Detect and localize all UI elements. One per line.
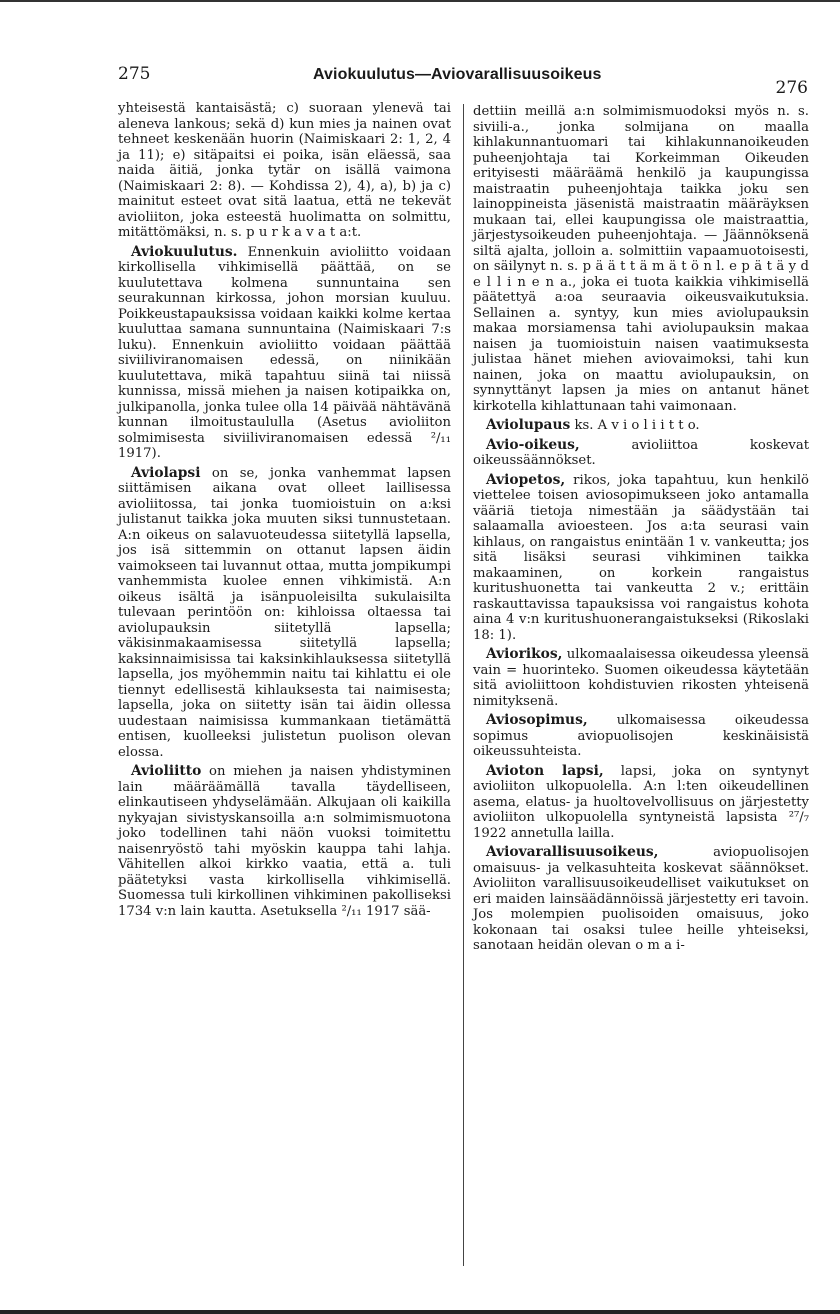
headword: Avioliitto	[131, 763, 202, 779]
entry-aviolupaus	[473, 418, 809, 434]
paragraph-continued: dettiin meillä a:n solmimismuodoksi myös n. s. siviili-a., jonka solmijana on maalla kihlakunnantuomari tai kihlakunnanoikeuden puheenjohtaja tai Korkeimman Oikeuden erityisesti määräämä henkilö ja kaupungissa maistraatin puheenjohtaja taikka joku sen lainoppineista jäsenistä maistraatin määräyksen mukaan tai, ellei kaupungissa ole maistraattia, järjestysoikeuden puheenjohtaja. — Jäännöksenä siltä ajalta, jolloin a. solmittiin vapaamuotoisesti, on säilynyt n. s. p ä ä t t ä m ä t ö n l. e p ä t ä y d e l l i n e n a., joka ei tuota kaikkia vihkimisellä päätettyä a:oa seuraavia oikeusvaikutuksia. Sellainen a. syntyy, kun mies aviolupauksin makaa morsiamensa tahi aviolupauksin makaa naisen ja tuomioistuin naisen vaatimuksesta julistaa hänet miehen aviovaimoksi, tahi kun nainen, joka on maattu aviolupauksin, on synnyttänyt lapsen ja mies on antanut hänet kirkotella kihlattunaan tahi vaimonaan.	[473, 104, 809, 414]
page-header	[118, 58, 808, 98]
entry-text: Ennenkuin avioliitto voidaan kirkollisella vihkimisellä päättää, on se kuulutettava kolmena sunnuntaina sen seurakunnan kirkossa, johon morsian kuuluu. Poikkeustapauksissa voidaan kaikki kolme kertaa kuuluttaa samana sunnuntaina (Naimiskaari 7:s luku). Ennenkuin avioliitto voidaan päättää siviiliviranomaisen edessä, on niinikään kuulutettava, mikä tapahtuu siinä tai niissä kunnissa, missä miehen ja naisen kotipaikka on, julkipanolla, jonka tulee olla 14 päivää nähtävänä kunnan ilmoitustaululla (Asetus avioliiton solmimisesta siviiliviranomaisen edessä ²/₁₁ 1917).	[118, 244, 451, 461]
scan-top-edge	[0, 0, 840, 2]
entry-aviorikos	[473, 647, 809, 709]
entry-text: ulkomaisessa oikeudessa sopimus aviopuolisojen keskinäisistä oikeussuhteista.	[473, 713, 809, 759]
page-number-left: 275	[118, 64, 151, 84]
entry-aviokuulutus	[118, 245, 451, 462]
headword: Aviorikos,	[486, 646, 563, 662]
entry-text: avioliittoa koskevat oikeussäännökset.	[473, 437, 809, 468]
scan-bottom-edge	[0, 1310, 840, 1314]
entry-avioliitto	[118, 764, 451, 919]
entry-avio-oikeus	[473, 438, 809, 469]
entry-text: aviopuolisojen omaisuus- ja velkasuhteita koskevat säännökset. Avioliiton varallisuusoikeudelliset vaikutukset on eri maiden lainsäädännöissä järjestetty eri tavoin. Jos molempien puolisoiden omaisuus, joko kokonaan tai osaksi tulee heille yhteiseksi, sanotaan heidän olevan o m a i-	[473, 845, 809, 953]
entry-aviolapsi	[118, 466, 451, 761]
headword: Avio-oikeus,	[486, 436, 580, 453]
entry-text: ks. A v i o l i i t t o.	[570, 418, 700, 433]
entry-text: lapsi, joka on syntynyt avioliiton ulkopuolella. A:n l:ten oikeudellinen asema, elatus- ja huoltovelvollisuus on järjestetty avioliiton ulkopuolella syntyneistä lapsista ²⁷/₇ 1922 annetulla laillа.	[473, 763, 809, 841]
headword: Aviopetos,	[486, 471, 566, 488]
headword: Aviovarallisuusoikeus,	[486, 844, 659, 860]
headword: Avioton lapsi,	[486, 762, 604, 779]
entry-avioton-lapsi	[473, 764, 809, 842]
entry-text: on miehen ja naisen yhdistyminen lain määräämällä tavalla täydelliseen, elinkautiseen yhdyselämään. Alkujaan oli kaikilla nykyajan sivistyskansoilla a:n solmimismuotona joko todellinen tahi näön vuoksi toimitettu naisenryöstö tahi myöskin kauppa tahi lahja. Vähitellen alkoi kirkko vaatia, että a. tuli päätetyksi vasta kirkollisella vihkimisellä. Suomessa tuli kirkollinen vihkiminen pakolliseksi 1734 v:n lain kautta. Asetuksella ²/₁₁ 1917 sää-	[118, 764, 451, 919]
entry-text: ulkomaalaisessa oikeudessa yleensä vain = huorinteko. Suomen oikeudessa käytetään sitä avioliittoon kohdistuvien rikosten yhteisenä nimityksenä.	[473, 647, 809, 709]
column-divider	[463, 104, 464, 1266]
headword: Aviokuulutus.	[131, 243, 238, 260]
entry-text: on se, jonka vanhemmat lapsen siittämisen aikana ovat olleet laillisessa avioliitossa, tai jonka tuomioistuin on a:ksi julistanut taikka joka muuten siksi tunnustetaan. A:n oikeus on salavuoteudessa siitetyllä lapsella, jos isä sittemmin on ottanut lapsen äidin vaimokseen tai luvannut ottaa, mutta jompikumpi vanhemmista kuolee ennen vihkimistä. A:n oikeus isältä ja isänpuoleisilta sukulaisilta tulevaan perintöön on: kihloissa oltaessa tai aviolupauksin siitetyllä lapsella; väkisinmakaamisessa siitetyllä lapsella; kaksinnaimisissa tai kaksinkihlauksessa siitetyllä lapsella, jos myöhemmin naitu tai kihlattu ei ole tiennyt edellisestä kihlauksesta tai naimisesta; lapsella, joka on siitetty isän tai äidin ollessa uudestaan naimisissa kummankaan tietämättä entisen, kuolleeksi julistetun puolison olevan elossa.	[118, 465, 451, 760]
left-column	[118, 101, 451, 923]
right-column	[473, 104, 809, 958]
paragraph-continued: yhteisestä kantaisästä; c) suoraan ylenevä tai aleneva lankous; sekä d) kun mies ja nainen ovat tehneet keskenään huorin (Naimiskaari 2: 1, 2, 4 ja 11); e) sitäpaitsi ei poika, isän eläessä, saa naida äitiä, jonka tytär on isällä vaimona (Naimiskaari 2: 8). — Kohdissa 2), 4), a), b) ja c) mainitut esteet ovat sitä laatua, että ne tekevät avioliiton, joka esteestä huolimatta on solmittu, mitättömäksi, n. s. p u r k a v a t a:t.	[118, 101, 451, 240]
headword: Aviolupaus	[486, 417, 571, 433]
headword: Aviolapsi	[131, 464, 201, 481]
page-number-right: 276	[775, 78, 808, 98]
entry-aviosopimus	[473, 713, 809, 760]
running-title: Aviokuulutus—Aviovarallisuusoikeus	[313, 66, 602, 83]
entry-aviovarallisuusoikeus	[473, 845, 809, 954]
headword: Aviosopimus,	[486, 712, 588, 728]
entry-aviopetos	[473, 473, 809, 644]
entry-text: rikos, joka tapahtuu, kun henkilö viettelee toisen aviosopimukseen joko antamalla vääriä tietoja nimestään ja säädystään tai salaamalla avioesteen. Jos a:ta seurasi vain kihlaus, on rangaistus enintään 1 v. vankeutta; jos sitä lisäksi seurasi vihkiminen taikka makaaminen, on korkein rangaistus kuritushuonetta tai vankeutta 2 v.; erittäin raskauttavissa tapauksissa voi rangaistus kohota aina 4 v:n kuritushuonerangaistukseksi (Rikoslaki 18: 1).	[473, 472, 809, 643]
